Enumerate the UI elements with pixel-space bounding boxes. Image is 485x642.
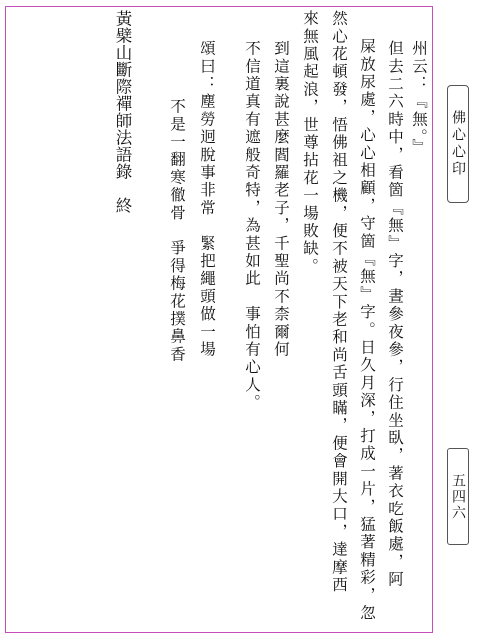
text-column-2: 但去二六時中，看箇『無』字，晝參夜參，行住坐臥，著衣吃飯處，阿 [386, 40, 404, 589]
page-number: 五四六 [450, 472, 466, 521]
text-column-3: 屎放尿處，心心相顧，守箇『無』字。日久月深，打成一片，猛著精彩，忽 [358, 38, 376, 623]
book-title-tab [447, 85, 469, 203]
text-column-5: 來無風起浪，世尊拈花一場敗缺。 [301, 10, 319, 276]
text-column-8: 頌曰：塵勞迥脫事非常 緊把繩頭做一場 [198, 40, 216, 359]
colophon-title: 黃檗山斷際禪師法語錄 終 [113, 10, 132, 214]
text-column-6: 到這裏說甚麼閻羅老子，千聖尚不柰爾何 [272, 40, 290, 359]
text-column-9: 不是一翻寒徹骨 爭得梅花撲鼻香 [168, 98, 186, 364]
text-column-1: 州云：『無。』 [410, 40, 428, 157]
text-column-4: 然心花頓發，悟佛祖之機，便不被天下老和尚舌頭瞞，便會開大口，達摩西 [330, 10, 348, 595]
text-column-7: 不信道真有遮般奇特，為甚如此 事怕有心人。 [243, 40, 261, 412]
page-number-tab [447, 448, 469, 545]
book-title: 佛心心印 [450, 110, 466, 178]
